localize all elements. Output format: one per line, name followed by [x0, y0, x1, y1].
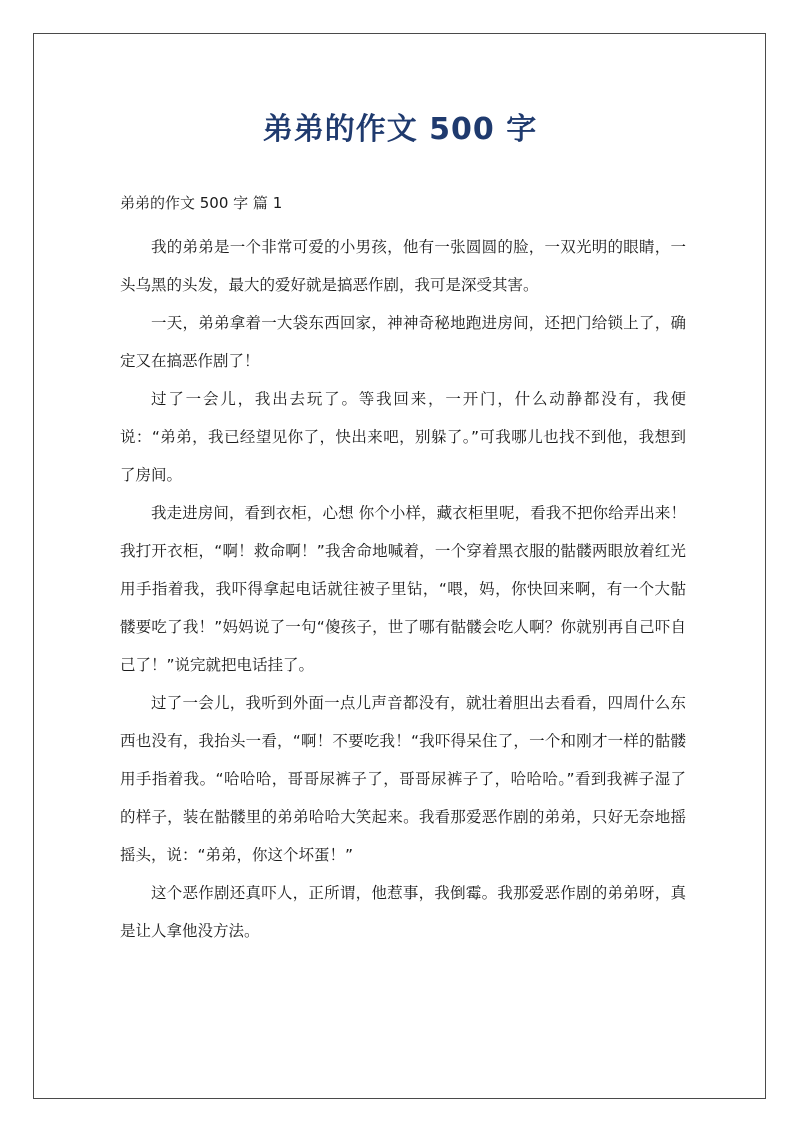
paragraph-3: 过了一会儿，我出去玩了。等我回来，一开门，什么动静都没有，我便说：“弟弟，我已经望见你了，快出来吧，别躲了。”可我哪儿也找不到他，我想到了房间。 — [120, 390, 686, 484]
paragraph-4: 我走进房间，看到衣柜，心想 你个小样，藏衣柜里呢，看我不把你给弄出来！我打开衣柜，“啊！救命啊！”我舍命地喊着，一个穿着黑衣服的骷髅两眼放着红光用手指着我，我吓得拿起电话就往被子里钻，“喂，妈，你快回来啊，有一个大骷髅要吃了我！”妈妈说了一句“傻孩子，世了哪有骷髅会吃人啊？你就别再自己吓自己了！”说完就把电话挂了。 — [120, 504, 686, 674]
document-title: 弟弟的作文 500 字 — [262, 112, 538, 147]
paragraph-2: 一天，弟弟拿着一大袋东西回家，神神奇秘地跑进房间，还把门给锁上了，确定又在搞恶作剧了！ — [120, 314, 686, 370]
section-heading: 弟弟的作文 500 字 篇 1 — [120, 194, 283, 212]
paragraph-1: 我的弟弟是一个非常可爱的小男孩，他有一张圆圆的脸，一双光明的眼睛，一头乌黑的头发，最大的爱好就是搞恶作剧，我可是深受其害。 — [120, 238, 686, 294]
paragraph-6: 这个恶作剧还真吓人，正所谓，他惹事，我倒霉。我那爱恶作剧的弟弟呀，真是让人拿他没方法。 — [120, 884, 686, 940]
essay-body — [120, 228, 686, 950]
paragraph-5: 过了一会儿，我听到外面一点儿声音都没有，就壮着胆出去看看，四周什么东西也没有，我抬头一看，“啊！不要吃我！“我吓得呆住了，一个和刚才一样的骷髅用手指着我。“哈哈哈，哥哥尿裤子了，哥哥尿裤子了，哈哈哈。”看到我裤子湿了的样子，装在骷髅里的弟弟哈哈大笑起来。我看那爱恶作剧的弟弟，只好无奈地摇摇头，说：“弟弟，你这个坏蛋！” — [120, 694, 686, 864]
